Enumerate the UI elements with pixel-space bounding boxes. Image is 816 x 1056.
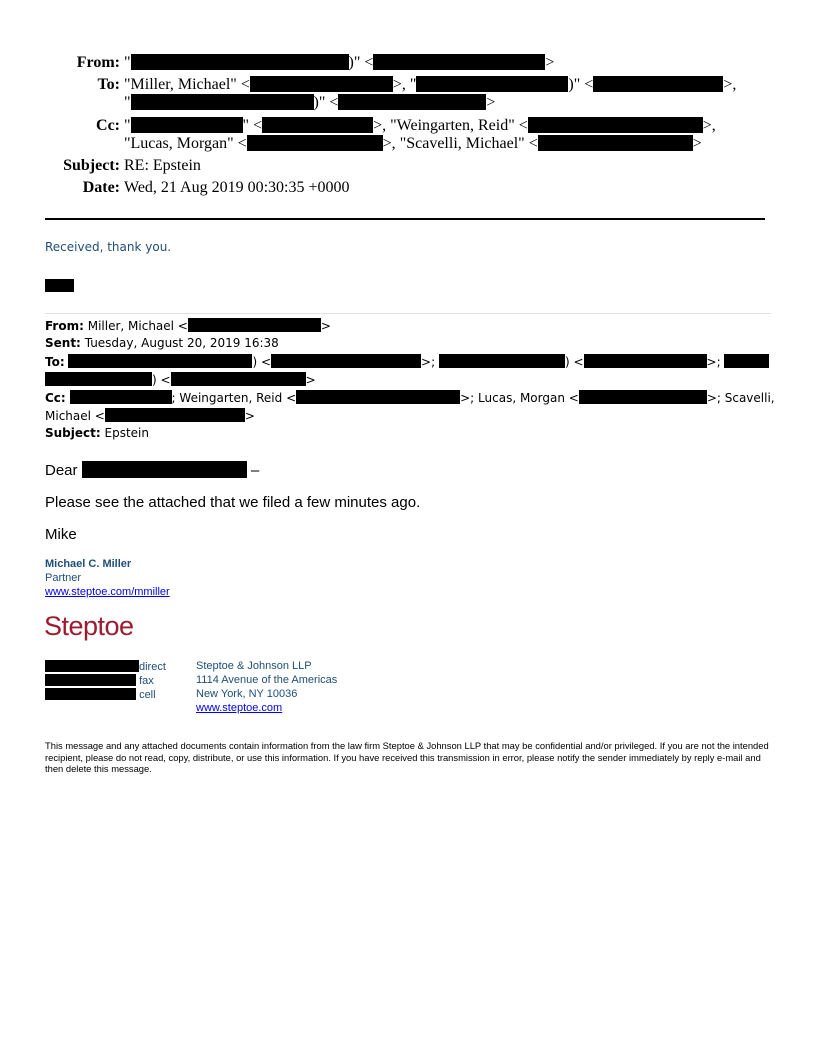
quoted-subject-value: Epstein (104, 426, 149, 440)
signature-link[interactable]: www.steptoe.com/mmiller (45, 586, 170, 598)
quoted-to: To: ) < >; ) < >; (45, 354, 769, 369)
date-value: Wed, 21 Aug 2019 00:30:35 +0000 (124, 179, 350, 196)
quoted-cc-michael: Michael < (45, 409, 105, 423)
closing: Mike (45, 526, 77, 543)
quoted-sent-label: Sent: (45, 336, 81, 350)
redaction (45, 660, 139, 672)
quoted-from: From: Miller, Michael < > (45, 319, 331, 333)
redaction (373, 54, 545, 70)
quoted-cc-lucas: >; Lucas, Morgan < (460, 391, 579, 405)
to-value: "Miller, Michael" < >, " )" < >, (124, 76, 737, 93)
quote-divider (45, 313, 771, 314)
phone-fax (45, 674, 154, 687)
to-label: To: (97, 76, 120, 93)
cc-value: " " < >, "Weingarten, Reid" < >, (124, 117, 716, 134)
redaction (724, 354, 769, 368)
quoted-to-line2: ) < > (45, 372, 316, 387)
cc-label: Cc: (96, 117, 120, 134)
quoted-cc-line2: Michael < > (45, 409, 255, 423)
message-text: Please see the attached that we filed a few minutes ago. (45, 494, 421, 511)
redaction (45, 688, 136, 700)
redaction (250, 76, 393, 92)
redaction (528, 117, 703, 133)
redaction (338, 94, 486, 110)
quoted-cc-label: Cc: (45, 391, 66, 405)
redaction (439, 354, 565, 368)
quoted-sent (45, 336, 279, 350)
quoted-to-label: To: (45, 355, 65, 369)
redaction (593, 76, 723, 92)
phone-cell (45, 688, 156, 701)
phone-label-direct: direct (139, 661, 166, 673)
redaction (247, 135, 383, 151)
from-label: From: (76, 54, 120, 71)
from-value: " )" < > (124, 54, 555, 71)
reply-text: Received, thank you. (45, 240, 172, 254)
address-line-2: New York, NY 10036 (196, 688, 298, 700)
redaction (45, 674, 136, 686)
quoted-subject-label: Subject: (45, 426, 101, 440)
redaction (68, 354, 252, 368)
greeting-dash: – (250, 462, 260, 479)
quoted-sent-value: Tuesday, August 20, 2019 16:38 (84, 336, 279, 350)
redaction (584, 354, 707, 368)
redaction (171, 372, 306, 386)
quoted-from-name: Miller, Michael < (87, 319, 188, 333)
redaction (188, 318, 321, 332)
to-name-miller: "Miller, Michael" < (124, 76, 250, 93)
quoted-subject (45, 426, 149, 440)
redaction (105, 408, 245, 422)
redaction (416, 76, 568, 92)
quoted-cc-weingarten: ; Weingarten, Reid < (171, 391, 297, 405)
disclaimer: This message and any attached documents contain information from the law firm Steptoe & Johnson LLP that may be confidential and/or privileged. If you are not the intended recipient, please do not read, copy, distribute, or use this information. If you have received this transmission in error, please notify the sender immediately by reply e-mail and then delete this message. (45, 740, 769, 774)
greeting (45, 461, 259, 479)
redaction (579, 390, 707, 404)
redaction (70, 390, 172, 404)
phone-direct (45, 660, 166, 673)
greeting-word: Dear (45, 462, 78, 479)
redaction (45, 372, 152, 386)
phone-label-cell: cell (139, 689, 156, 701)
redaction (131, 54, 349, 70)
cc-name-lucas: "Lucas, Morgan" < (124, 135, 247, 152)
firm-name: Steptoe & Johnson LLP (196, 660, 312, 672)
redaction (131, 117, 243, 133)
signature-name: Michael C. Miller (45, 558, 132, 570)
redaction (131, 94, 314, 110)
date-label: Date: (82, 179, 120, 196)
redaction (296, 390, 460, 404)
quoted-cc-scavelli: >; Scavelli, (706, 391, 775, 405)
subject-value: RE: Epstein (124, 157, 201, 174)
header-divider (45, 218, 765, 220)
signature-title: Partner (45, 572, 82, 584)
redaction (538, 135, 693, 151)
redaction (271, 354, 421, 368)
cc-name-weingarten: "Weingarten, Reid" < (390, 117, 528, 134)
steptoe-logo: Steptoe (44, 611, 134, 641)
cc-name-scavelli: "Scavelli, Michael" < (399, 135, 538, 152)
cc-value-line2: "Lucas, Morgan" < >, "Scavelli, Michael" < > (124, 135, 702, 152)
subject-label: Subject: (63, 157, 120, 174)
phone-label-fax: fax (139, 675, 154, 687)
address-line-1: 1114 Avenue of the Americas (196, 674, 338, 686)
redaction (45, 279, 74, 292)
website-link[interactable]: www.steptoe.com (196, 702, 283, 714)
redaction (82, 461, 247, 478)
quoted-cc (45, 390, 775, 405)
quoted-from-label: From: (45, 319, 84, 333)
to-value-line2: " )" < > (124, 94, 496, 111)
redaction (262, 117, 373, 133)
